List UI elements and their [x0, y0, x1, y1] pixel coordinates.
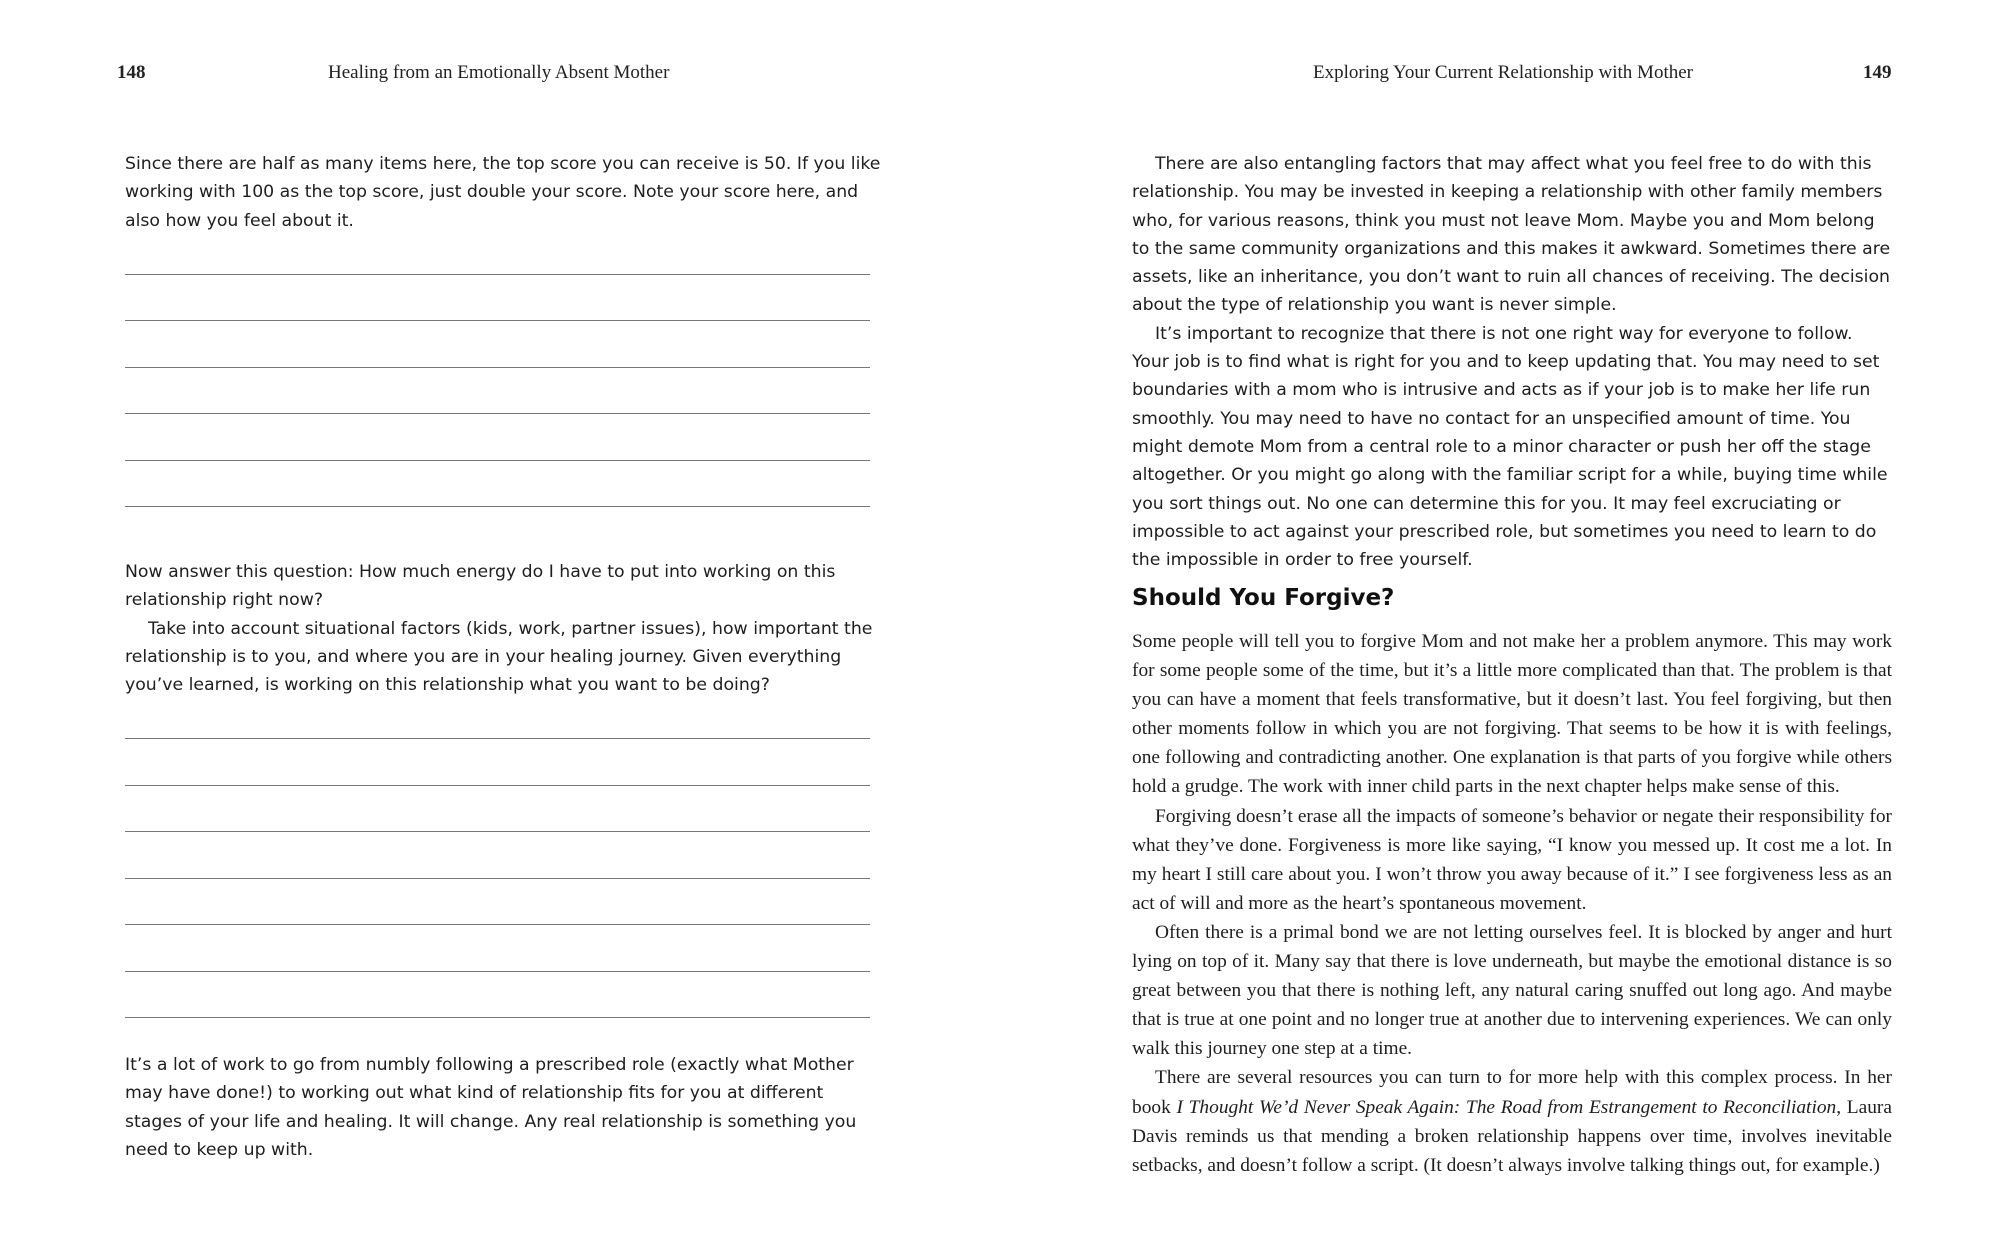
book-title: I Thought We’d Never Speak Again: The Road from Estrangement to Reconciliation — [1176, 1096, 1837, 1118]
running-head: Healing from an Emotionally Absent Mother — [328, 62, 670, 83]
paragraph-text: Take into account situational factors (kids, work, partner issues), how important the relationship is to you, and where you are in your healing journey. Given everything you’ve learned, is working on this relationship what you want to be doing? — [125, 618, 873, 696]
paragraph-text: Since there are half as many items here, the top score you can receive is 50. If you like working with 100 as the top score, just double your score. Note your score here, and also how you feel about it. — [125, 154, 881, 231]
writing-line[interactable] — [125, 367, 870, 368]
paragraph-text: Often there is a primal bond we are not letting ourselves feel. It is blocked by anger and hurt lying on top of it. Many say that there is love underneath, but maybe the emotional distance is so great between you that there is nothing left, any natural caring snuffed out long ago. And maybe that is true at one point and no longer true at another due to intervening experiences. We can only walk this journey one step at a time. — [1132, 921, 1892, 1060]
writing-line[interactable] — [125, 831, 870, 832]
writing-line[interactable] — [125, 878, 870, 879]
paragraph-text: Forgiving doesn’t erase all the impacts of someone’s behavior or negate their responsibility for what they’ve done. Forgiveness is more like saying, “I know you messed up. It cost me a lot. In my heart I still care about you. I won’t throw you away because of it.” I see forgiveness less as an act of will and more as the heart’s spontaneous movement. — [1132, 805, 1892, 914]
writing-line[interactable] — [125, 924, 870, 925]
writing-line[interactable] — [125, 413, 870, 414]
writing-line[interactable] — [125, 320, 870, 321]
running-head: Exploring Your Current Relationship with Mother — [1313, 62, 1693, 83]
paragraph-text: It’s important to recognize that there is not one right way for everyone to follow. Your job is to find what is right for you and to keep updating that. You may need to set boundaries with a mom who is intrusive and acts as if your job is to make her life run smoothly. You may need to have no contact for an unspecified amount of time. You might demote Mom from a central role to a minor character or push her off the stage altogether. Or you might go along with the familiar script for a while, buying time while you sort things out. No one can determine this for you. It may feel excruciating or impossible to act against your prescribed role, but sometimes you need to learn to do the impossible in order to free yourself. — [1132, 323, 1888, 571]
writing-line[interactable] — [125, 738, 870, 739]
writing-line[interactable] — [125, 1017, 870, 1018]
paragraph-text: It’s a lot of work to go from numbly following a prescribed role (exactly what Mother may have done!) to working out what kind of relationship fits for you at different stages of your life and healing. It will change. Any real relationship is something you need to keep up with. — [125, 1055, 857, 1160]
writing-line[interactable] — [125, 460, 870, 461]
paragraph-text: Now answer this question: How much energy do I have to put into working on this relationship right now? — [125, 562, 836, 611]
paragraph — [125, 558, 885, 699]
paragraph-text — [1132, 1063, 1892, 1179]
page-number: 149 — [1863, 62, 1892, 83]
writing-line[interactable] — [125, 274, 870, 275]
paragraph — [125, 1051, 885, 1164]
writing-line[interactable] — [125, 971, 870, 972]
page-number: 148 — [117, 62, 146, 83]
writing-line[interactable] — [125, 785, 870, 786]
paragraph-text: There are also entangling factors that may affect what you feel free to do with this relationship. You may be invested in keeping a relationship with other family members who, for various reasons, think you must not leave Mom. Maybe you and Mom belong to the same community organizations and this makes it awkward. Sometimes there are assets, like an inheritance, you don’t want to ruin all chances of receiving. The decision about the type of relationship you want is never simple. — [1132, 154, 1891, 316]
serif-section — [1132, 627, 1892, 1180]
section-heading: Should You Forgive? — [1132, 585, 1395, 611]
writing-line[interactable] — [125, 506, 870, 507]
paragraph — [125, 150, 885, 235]
paragraph-text: Some people will tell you to forgive Mom and not make her a problem anymore. This may work for some people some of the time, but it’s a little more complicated than that. The problem is that you can have a moment that feels transformative, but it doesn’t last. You feel forgiving, but then other moments follow in which you are not forgiving. That seems to be how it is with feelings, one following and contradicting another. One explanation is that parts of you forgive while others hold a grudge. The work with inner child parts in the next chapter helps make sense of this. — [1132, 631, 1892, 798]
text-run: , Laura Davis reminds us that mending a broken relationship happens over time, involves inevitable setbacks, and doesn’t follow a script. (It doesn’t always involve talking things out, for example.) — [1132, 1096, 1892, 1176]
paragraph — [1132, 150, 1892, 574]
right-page — [1000, 0, 2000, 1250]
text-run: There are several resources you can turn to for more help with this complex process. In her book — [1132, 1067, 1892, 1118]
